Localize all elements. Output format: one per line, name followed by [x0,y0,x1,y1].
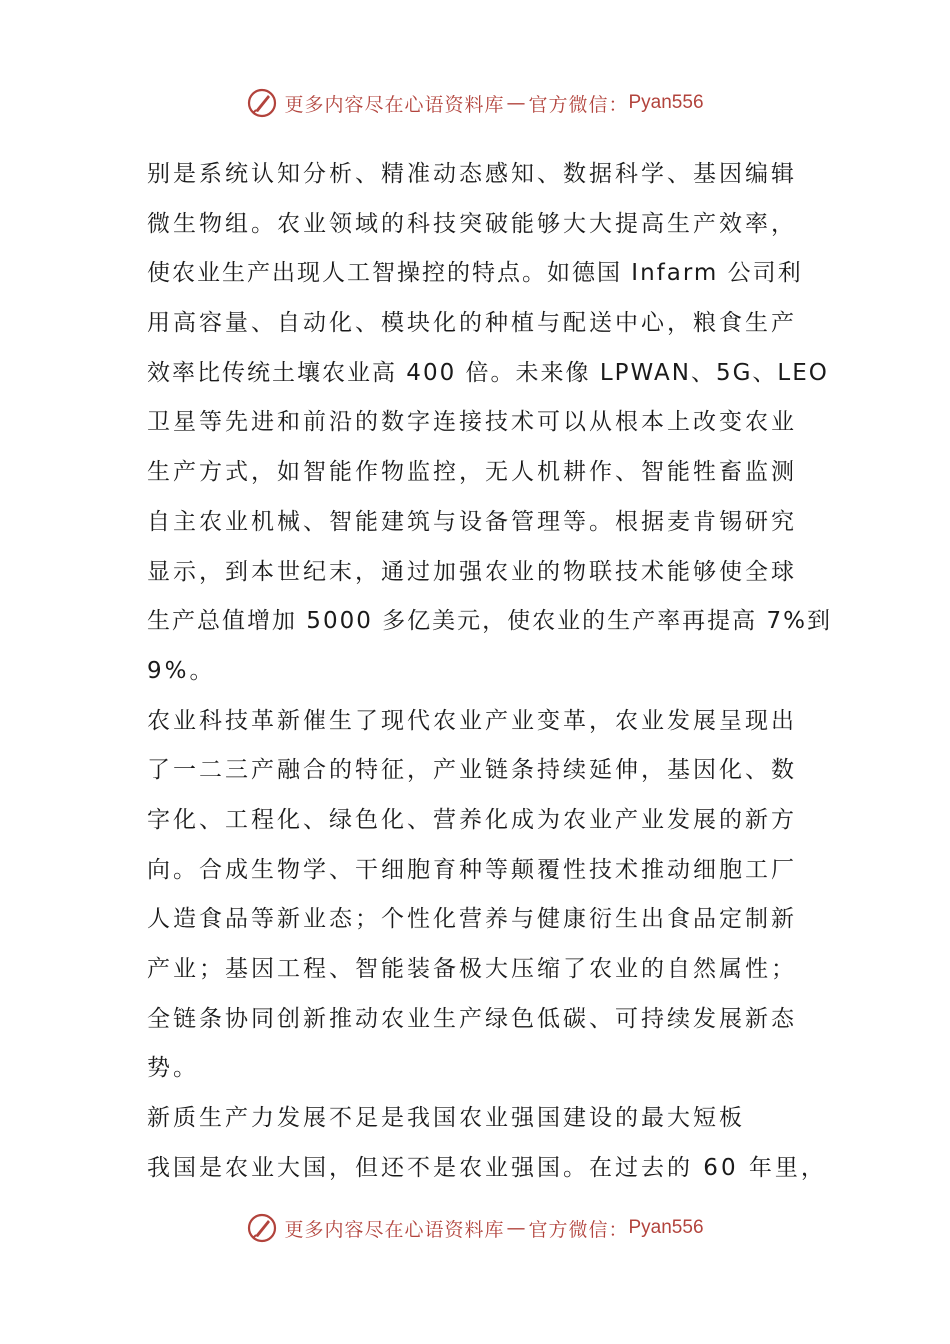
text-line: 使农业生产出现人工智操控的特点。如德国 Infarm 公司利 [147,260,803,287]
watermark-dash: — [506,92,527,114]
text-line: 人造食品等新业态；个性化营养与健康衍生出食品定制新 [147,906,797,933]
text-line: 卫星等先进和前沿的数字连接技术可以从根本上改变农业 [147,409,797,436]
text-line: 势。 [147,1055,199,1082]
footer-watermark [0,1208,950,1248]
text-line: 产业；基因工程、智能装备极大压缩了农业的自然属性； [147,956,797,982]
section-heading: 新质生产力发展不足是我国农业强国建设的最大短板 [147,1105,745,1132]
text-line: 全链条协同创新推动农业生产绿色低碳、可持续发展新态 [147,1005,797,1032]
text-line: 农业科技革新催生了现代农业产业变革，农业发展呈现出 [147,707,797,734]
watermark-official-label: 官方微信： [528,1218,629,1241]
text-line: 用高容量、自动化、模块化的种植与配送中心，粮食生产 [147,310,797,337]
watermark-official-label: 官方微信： [528,93,629,116]
watermark-main-text: 更多内容尽在心语资料库 [284,93,505,116]
text-line: 别是系统认知分析、精准动态感知、数据科学、基因编辑 [147,161,797,187]
quill-pen-logo-icon [246,87,278,119]
text-line: 生产方式，如智能作物监控，无人机耕作、智能牲畜监测 [147,459,797,486]
text-line: 向。合成生物学、干细胞育种等颠覆性技术推动细胞工厂 [147,856,797,883]
text-line: 9%。 [147,657,216,684]
quill-pen-logo-icon [246,1212,278,1244]
text-line: 了一二三产融合的特征，产业链条持续延伸，基因化、数 [147,757,797,784]
watermark-main-text: 更多内容尽在心语资料库 [284,1218,505,1241]
text-line: 微生物组。农业领域的科技突破能够大大提高生产效率， [147,210,797,237]
text-line: 显示，到本世纪末，通过加强农业的物联技术能够使全球 [147,558,797,585]
document-body [147,150,832,1193]
text-line: 自主农业机械、智能建筑与设备管理等。根据麦肯锡研究 [147,508,797,535]
watermark-dash: — [506,1217,527,1239]
header-watermark [0,83,950,123]
watermark-wechat-id: Pyan556 [628,92,704,113]
text-line: 生产总值增加 5000 多亿美元，使农业的生产率再提高 7%到 [147,608,832,635]
text-line: 我国是农业大国，但还不是农业强国。在过去的 60 年里， [147,1154,827,1181]
watermark-wechat-id: Pyan556 [628,1217,704,1238]
text-line: 字化、工程化、绿色化、营养化成为农业产业发展的新方 [147,806,797,833]
text-line: 效率比传统土壤农业高 400 倍。未来像 LPWAN、5G、LEO [147,359,829,386]
